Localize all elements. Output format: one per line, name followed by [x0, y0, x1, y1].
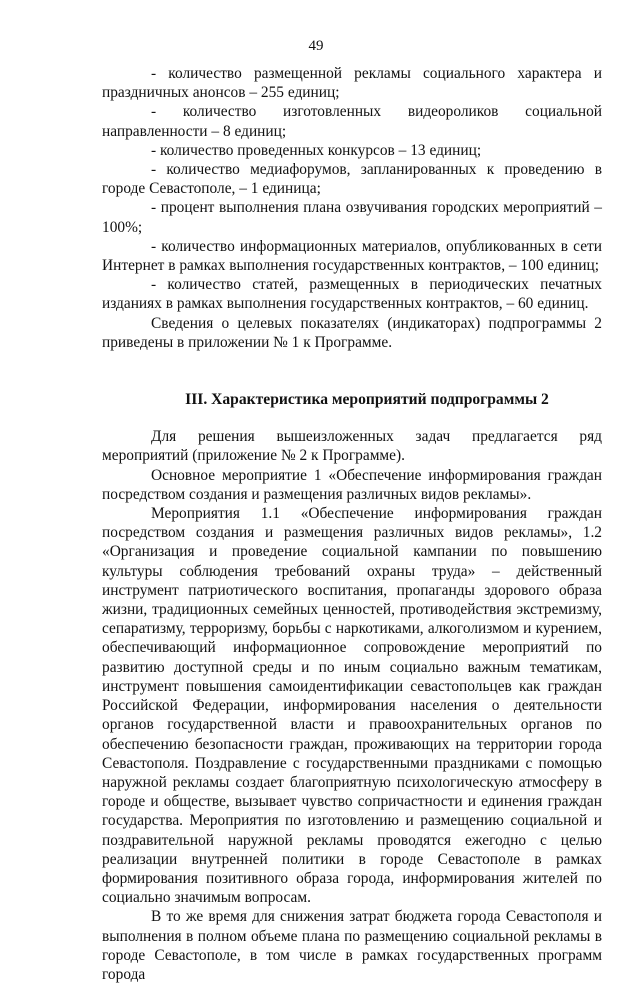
document-body — [102, 64, 602, 984]
indicator-ads-count: - количество размещенной рекламы социального характера и праздничных анонсов – 255 единиц; — [102, 65, 602, 102]
paragraph-activities-description: Мероприятия 1.1 «Обеспечение информирования граждан посредством создания и размещения различных видов рекламы», 1.2 «Организация и проведение социальной кампании по повышению культуры соблюдения требований охраны труда» – действенный инструмент патриотического воспитания, пропаганды здорового образа жизни, традиционных семейных ценностей, противодействия экстремизму, сепаратизму, терроризму, борьбы с наркотиками, алкоголизмом и курением, обеспечивающий информационное сопровождение мероприятий по развитию доступной среды и по иным социально важным тематикам, инструмент повышения самоидентификации севастопольцев как граждан Российской Федерации, информирования населения о деятельности органов государственной власти и правоохранительных органов по обеспечению безопасности граждан, проживающих на территории города Севастополя. Поздравление с государственными праздниками с помощью наружной рекламы создает благоприятную психологическую атмосферу в городе и обществе, вызывает чувство сопричастности и единения граждан государства. Мероприятия по изготовлению и размещению социальной и поздравительной наружной рекламы проводятся ежегодно с целью реализации внутренней политики в городе Севастополе в рамках формирования позитивного образа города, информирования жителей по социально значимым вопросам. — [102, 505, 602, 907]
indicator-videos-count: - количество изготовленных видеороликов социальной направленности – 8 единиц; — [102, 103, 602, 140]
indicator-contests-count: - количество проведенных конкурсов – 13 единиц; — [151, 141, 482, 159]
indicator-mediaforums-count: - количество медиафорумов, запланированных к проведению в городе Севастополе, – 1 единица; — [102, 161, 602, 198]
indicators-reference-paragraph: Сведения о целевых показателях (индикаторах) подпрограммы 2 приведены в приложении № 1 к Программе. — [102, 314, 602, 351]
paragraph-intro: Для решения вышеизложенных задач предлагается ряд мероприятий (приложение № 2 к Программе). — [102, 428, 602, 465]
indicator-internet-materials: - количество информационных материалов, опубликованных в сети Интернет в рамках выполнения государственных контрактов, – 100 единиц; — [102, 237, 602, 275]
paragraph-budget: В то же время для снижения затрат бюджета города Севастополя и выполнения в полном объеме плана по размещению социальной рекламы в городе Севастополе, в том числе в рамках государственных программ города — [102, 908, 602, 983]
page-number: 49 — [308, 38, 324, 54]
paragraph-main-activity: Основное мероприятие 1 «Обеспечение информирования граждан посредством создания и размещения различных видов рекламы». — [102, 466, 602, 503]
indicator-print-articles: - количество статей, размещенных в периодических печатных изданиях в рамках выполнения государственных контрактов, – 60 единиц. — [102, 276, 602, 313]
indicator-voiceover-percent: - процент выполнения плана озвучивания городских мероприятий – 100%; — [102, 199, 602, 236]
section-heading: III. Характеристика мероприятий подпрограммы 2 — [185, 391, 549, 409]
